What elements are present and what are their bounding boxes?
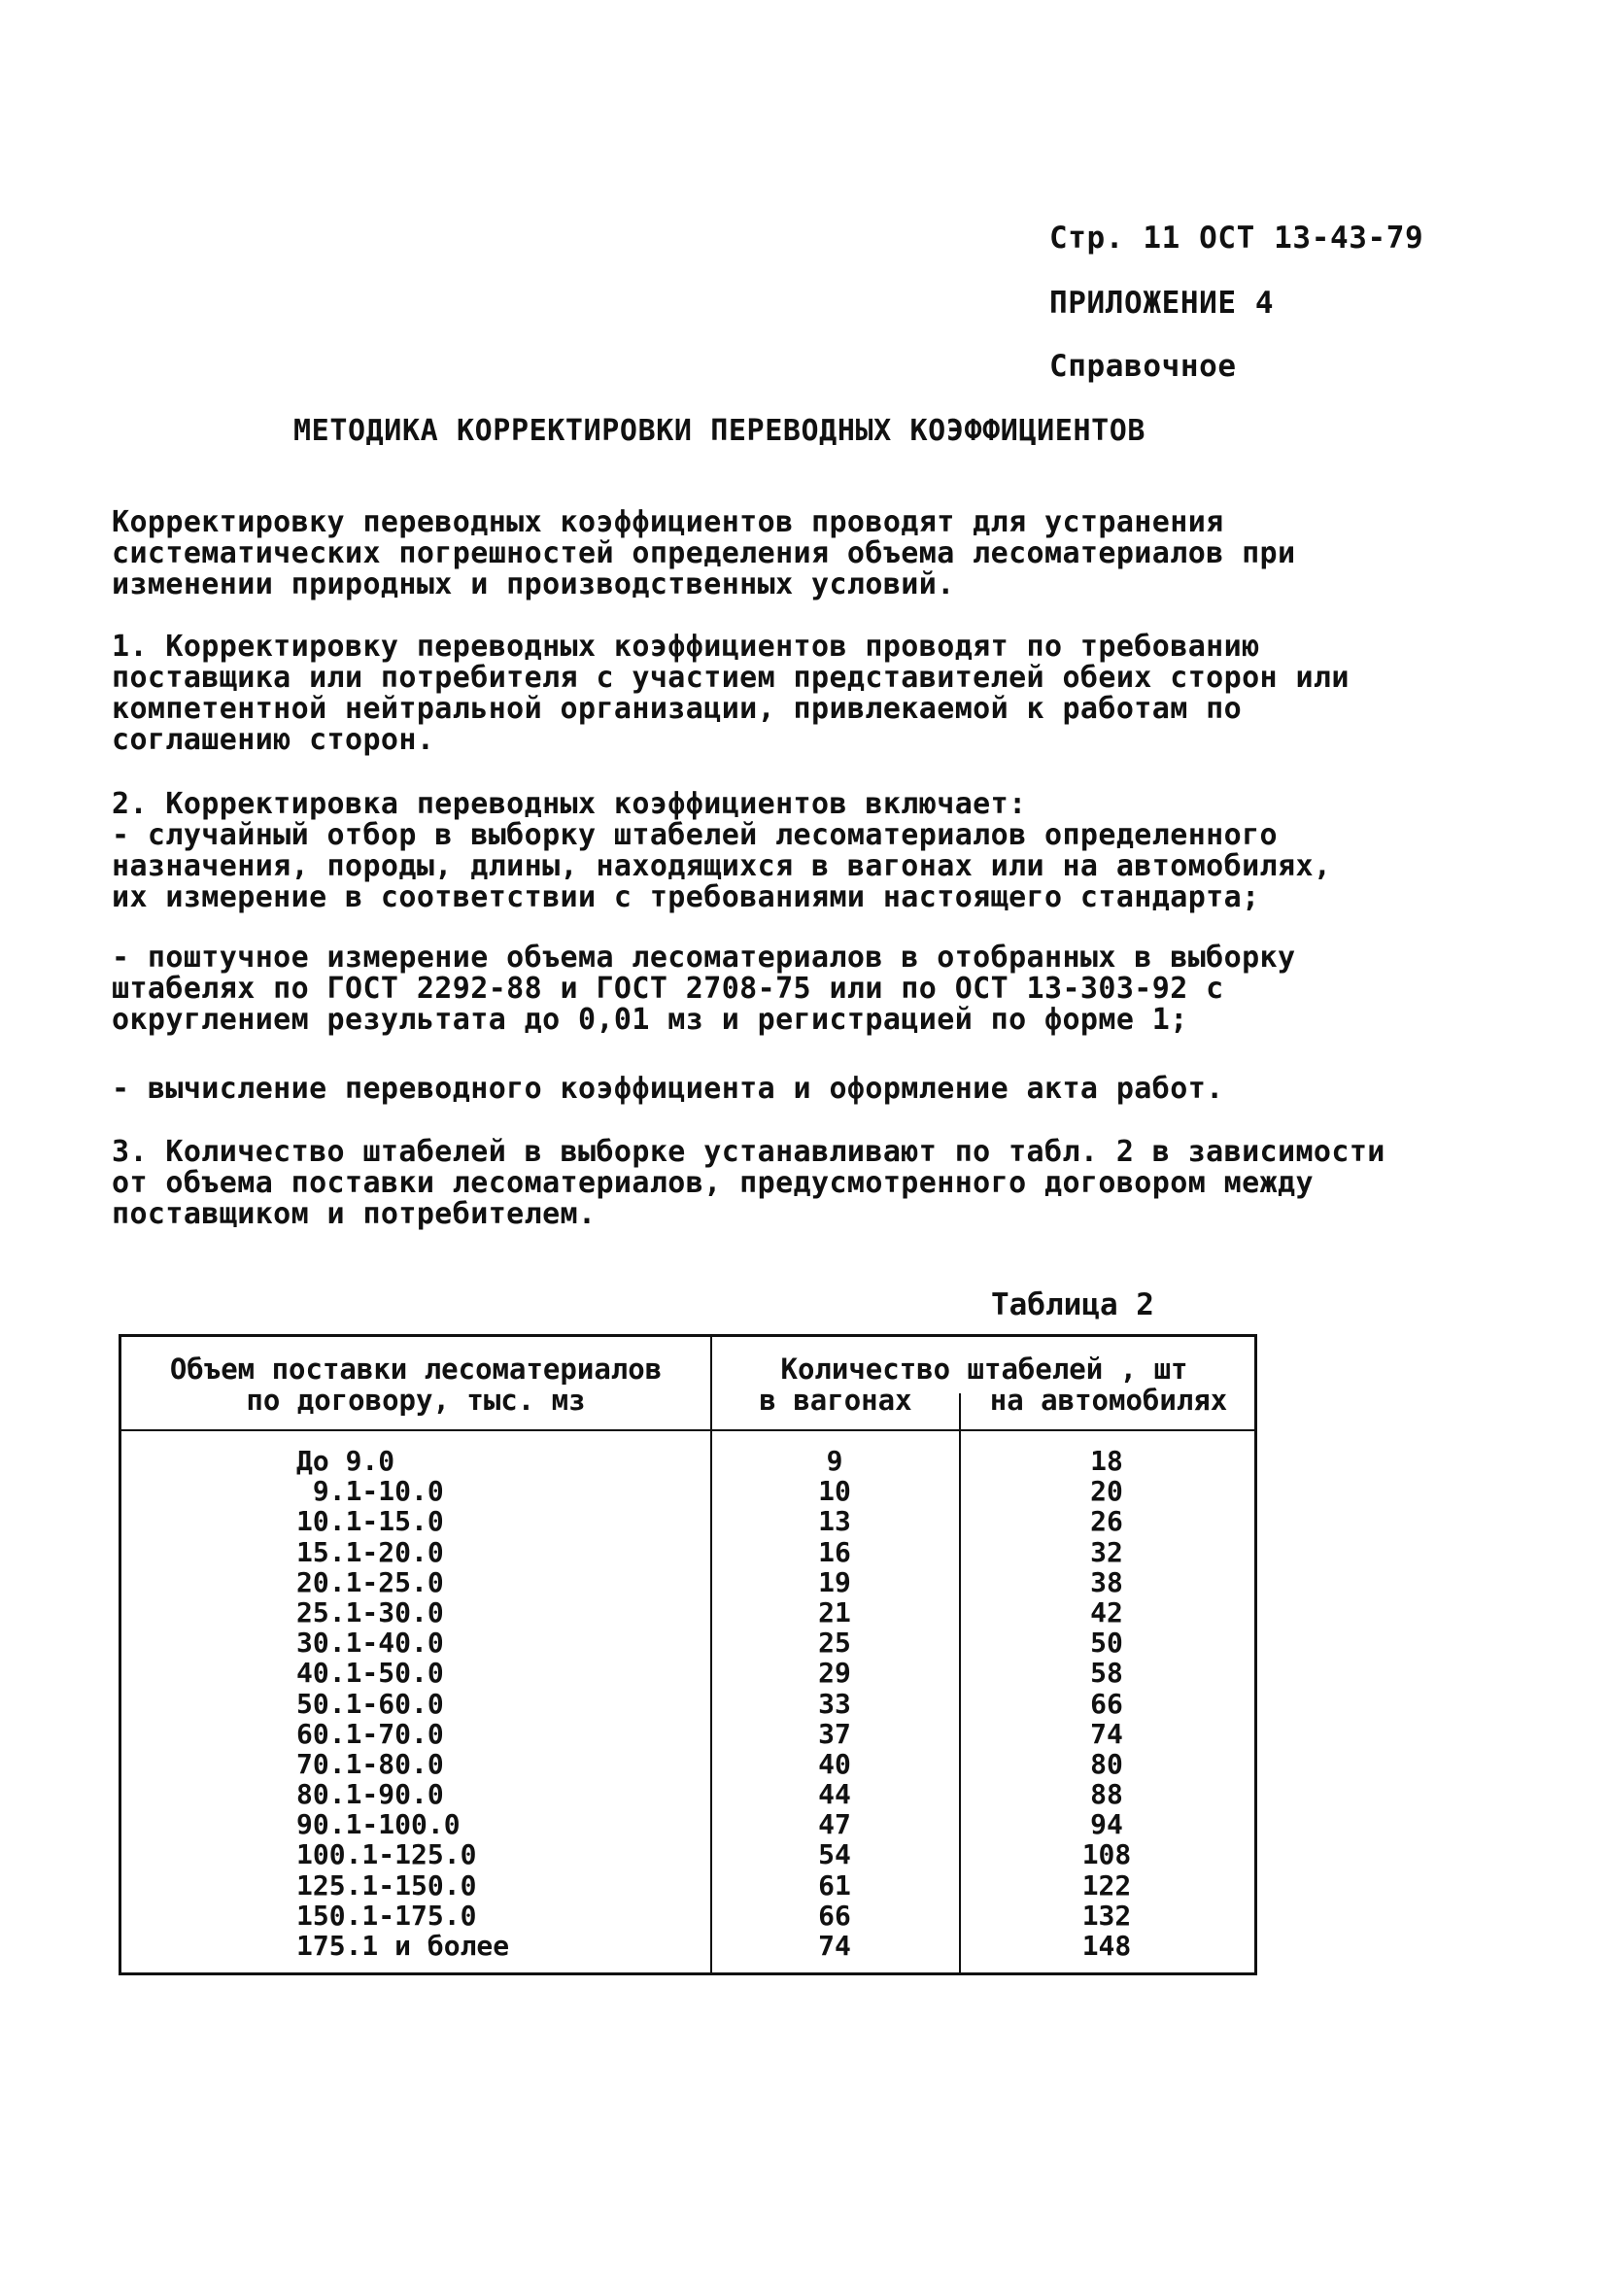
cell-volume: 25.1-30.0 xyxy=(296,1595,444,1628)
cell-wagons: 29 xyxy=(818,1657,851,1690)
cell-wagons: 66 xyxy=(818,1899,851,1932)
intro-paragraph: Корректировку переводных коэффициентов проводят для устранения систематических погрешностей определения объема лесоматериалов при изменении природных и производственных условий. xyxy=(112,505,1296,601)
column-header-auto: на автомобилях xyxy=(989,1384,1228,1417)
cell-auto: 58 xyxy=(1090,1657,1123,1690)
cell-volume: 15.1-20.0 xyxy=(296,1535,444,1568)
cell-wagons: 44 xyxy=(818,1778,851,1811)
cell-volume: 50.1-60.0 xyxy=(296,1687,444,1720)
cell-wagons: 9 xyxy=(826,1445,843,1477)
table-header-divider xyxy=(121,1429,1254,1431)
table-row xyxy=(121,1506,1254,1536)
cell-volume: 80.1-90.0 xyxy=(296,1778,444,1811)
cell-auto: 80 xyxy=(1090,1747,1123,1780)
cell-wagons: 13 xyxy=(818,1505,851,1538)
cell-volume: 10.1-15.0 xyxy=(296,1505,444,1538)
table-row xyxy=(121,1931,1254,1961)
table-row xyxy=(121,1719,1254,1749)
cell-auto: 26 xyxy=(1090,1505,1123,1538)
cell-auto: 38 xyxy=(1090,1565,1123,1598)
cell-volume: 100.1-125.0 xyxy=(296,1838,477,1871)
document-title: МЕТОДИКА КОРРЕКТИРОВКИ ПЕРЕВОДНЫХ КОЭФФИЦИЕНТОВ xyxy=(293,414,1146,448)
table-row xyxy=(121,1779,1254,1809)
cell-volume: 20.1-25.0 xyxy=(296,1565,444,1598)
cell-volume: 30.1-40.0 xyxy=(296,1627,444,1660)
table-body xyxy=(121,1446,1254,1961)
cell-volume: 175.1 и более xyxy=(296,1930,510,1962)
cell-wagons: 19 xyxy=(818,1565,851,1598)
cell-volume: 60.1-70.0 xyxy=(296,1717,444,1750)
column-header-volume: Объем поставки лесоматериалов xyxy=(169,1353,663,1386)
cell-volume: 40.1-50.0 xyxy=(296,1657,444,1690)
cell-wagons: 10 xyxy=(818,1475,851,1508)
table-row xyxy=(121,1597,1254,1628)
cell-auto: 66 xyxy=(1090,1687,1123,1720)
table-row xyxy=(121,1901,1254,1931)
table-row xyxy=(121,1689,1254,1719)
cell-volume: 125.1-150.0 xyxy=(296,1868,477,1902)
paragraph-2-item-calculation: - вычисление переводного коэффициента и оформление акта работ. xyxy=(112,1072,1224,1106)
cell-auto: 122 xyxy=(1081,1868,1132,1902)
paragraph-3: 3. Количество штабелей в выборке устанавливают по табл. 2 в зависимости от объема поставки лесоматериалов, предусмотренного договором между поставщиком и потребителем. xyxy=(112,1135,1385,1231)
cell-wagons: 37 xyxy=(818,1717,851,1750)
cell-auto: 18 xyxy=(1090,1445,1123,1477)
cell-wagons: 47 xyxy=(818,1808,851,1841)
table-row xyxy=(121,1446,1254,1476)
cell-auto: 32 xyxy=(1090,1535,1123,1568)
table-row xyxy=(121,1870,1254,1901)
cell-volume: 150.1-175.0 xyxy=(296,1899,477,1932)
cell-volume: 90.1-100.0 xyxy=(296,1808,461,1841)
paragraph-2: 2. Корректировка переводных коэффициентов включает: - случайный отбор в выборку штабелей лесоматериалов определенного назначения, породы, длины, находящихся в вагонах или на автомобилях, их измерение в соответствии с требованиями настоящего стандарта; xyxy=(112,787,1332,914)
table-row xyxy=(121,1537,1254,1567)
table-row xyxy=(121,1567,1254,1597)
table-row xyxy=(121,1658,1254,1688)
paragraph-2-item-measurement: - поштучное измерение объема лесоматериалов в отобранных в выборку штабелях по ГОСТ 2292-88 и ГОСТ 2708-75 или по ОСТ 13-303-92 с округлением результата до 0,01 мз и регистрацией по форме 1; xyxy=(112,941,1296,1037)
cell-auto: 42 xyxy=(1090,1595,1123,1628)
table-row xyxy=(121,1809,1254,1839)
cell-wagons: 61 xyxy=(818,1868,851,1902)
cell-auto: 20 xyxy=(1090,1475,1123,1508)
table-row xyxy=(121,1628,1254,1658)
column-header-count: Количество штабелей , шт xyxy=(780,1353,1188,1386)
cell-auto: 148 xyxy=(1081,1930,1132,1962)
cell-auto: 74 xyxy=(1090,1717,1123,1750)
column-header-wagons: в вагонах xyxy=(759,1384,912,1417)
paragraph-1: 1. Корректировку переводных коэффициентов проводят по требованию поставщика или потребителя с участием представителей обеих сторон или компетентной нейтральной организации, привлекаемой к работам по соглашению сторон. xyxy=(112,630,1350,757)
cell-wagons: 16 xyxy=(818,1535,851,1568)
cell-wagons: 54 xyxy=(818,1838,851,1871)
cell-auto: 108 xyxy=(1081,1838,1132,1871)
appendix-kind: Справочное xyxy=(1049,349,1237,384)
cell-volume: 9.1-10.0 xyxy=(296,1475,444,1508)
cell-wagons: 40 xyxy=(818,1747,851,1780)
cell-auto: 94 xyxy=(1090,1808,1123,1841)
cell-wagons: 25 xyxy=(818,1627,851,1660)
cell-auto: 132 xyxy=(1081,1899,1132,1932)
cell-wagons: 21 xyxy=(818,1595,851,1628)
cell-auto: 88 xyxy=(1090,1778,1123,1811)
table-row xyxy=(121,1839,1254,1869)
column-header-volume-unit: по договору, тыс. мз xyxy=(246,1384,586,1417)
stack-count-table xyxy=(119,1334,1257,1975)
cell-auto: 50 xyxy=(1090,1627,1123,1660)
table-row xyxy=(121,1476,1254,1506)
cell-volume: 70.1-80.0 xyxy=(296,1747,444,1780)
cell-wagons: 74 xyxy=(818,1930,851,1962)
table-row xyxy=(121,1749,1254,1779)
page-reference: Стр. 11 ОСТ 13-43-79 xyxy=(1049,221,1424,256)
cell-volume: До 9.0 xyxy=(296,1445,395,1477)
table-caption: Таблица 2 xyxy=(991,1287,1154,1322)
cell-wagons: 33 xyxy=(818,1687,851,1720)
appendix-label: ПРИЛОЖЕНИЕ 4 xyxy=(1049,286,1275,321)
